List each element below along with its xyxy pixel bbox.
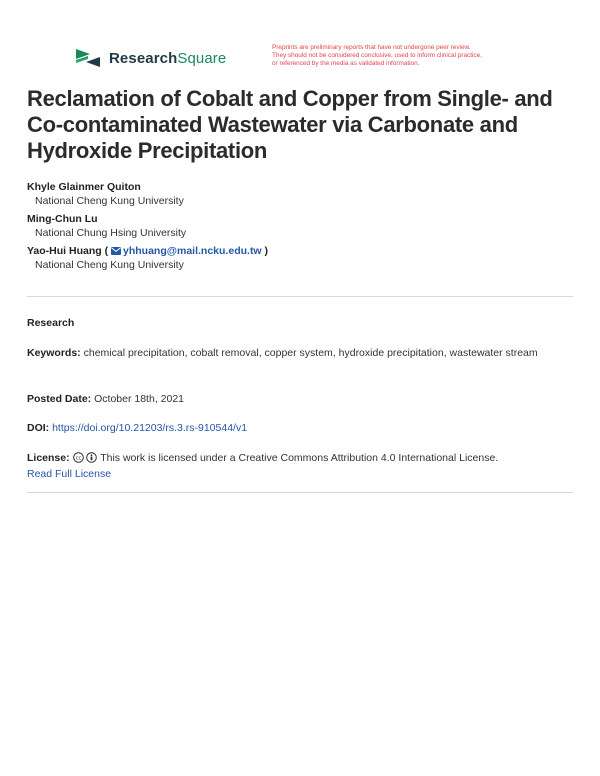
- research-square-logo[interactable]: [74, 47, 226, 69]
- research-square-logo-icon: [74, 47, 102, 69]
- read-full-license-link[interactable]: Read Full License: [27, 468, 112, 480]
- creative-commons-icon: [73, 452, 84, 463]
- logo-wordmark: [109, 50, 226, 67]
- svg-text:cc: cc: [75, 455, 81, 462]
- disclaimer-line: Preprints are preliminary reports that have not undergone peer review.: [272, 44, 471, 51]
- divider: [27, 296, 573, 297]
- logo-word-square: Square: [177, 49, 227, 67]
- corresponding-author-line: [27, 244, 573, 258]
- author-affiliation: National Chung Hsing University: [35, 227, 187, 239]
- article-type-value: Research: [27, 317, 75, 329]
- email-text: yhhuang@mail.ncku.edu.tw: [123, 245, 262, 257]
- paper-title: Reclamation of Cobalt and Copper from Single- and Co-contaminated Wastewater via Carbonate and Hydroxide Precipitation: [27, 86, 553, 163]
- header: [74, 44, 574, 78]
- divider: [27, 492, 573, 493]
- author-name: Yao-Hui Huang: [27, 245, 102, 257]
- doi-link[interactable]: https://doi.org/10.21203/rs.3.rs-910544/v1: [52, 422, 248, 434]
- attribution-icon: [86, 452, 97, 463]
- posted-date-section: [27, 391, 557, 407]
- disclaimer-line: or referenced by the media as validated information.: [272, 60, 420, 67]
- keywords-value: chemical precipitation, cobalt removal, copper system, hydroxide precipitation, wastewater stream: [83, 347, 538, 359]
- author-entry: [27, 212, 573, 240]
- disclaimer-line: They should not be considered conclusive, used to inform clinical practice,: [272, 52, 482, 59]
- logo-word-research: Research: [109, 49, 178, 67]
- envelope-icon: [111, 247, 121, 255]
- keywords-label: Keywords:: [27, 347, 81, 359]
- posted-date-value: October 18th, 2021: [94, 393, 185, 405]
- keywords-section: [27, 345, 557, 361]
- author-entry: [27, 244, 573, 272]
- author-entry: [27, 180, 573, 208]
- posted-date-label: Posted Date:: [27, 393, 92, 405]
- license-section: [27, 450, 557, 482]
- article-type: [27, 315, 557, 331]
- author-affiliation: National Cheng Kung University: [35, 195, 184, 207]
- license-text: This work is licensed under a Creative Commons Attribution 4.0 International License.: [100, 452, 499, 464]
- preprint-disclaimer: [272, 44, 540, 68]
- doi-label: DOI:: [27, 422, 50, 434]
- license-label: License:: [27, 452, 70, 464]
- close-paren: ): [264, 245, 269, 257]
- doi-section: [27, 420, 557, 436]
- author-email-link[interactable]: [111, 245, 262, 257]
- author-name: Khyle Glainmer Quiton: [27, 181, 141, 193]
- author-list: [27, 180, 573, 276]
- author-name: Ming-Chun Lu: [27, 213, 98, 225]
- author-affiliation: National Cheng Kung University: [35, 259, 184, 271]
- open-paren: (: [104, 245, 109, 257]
